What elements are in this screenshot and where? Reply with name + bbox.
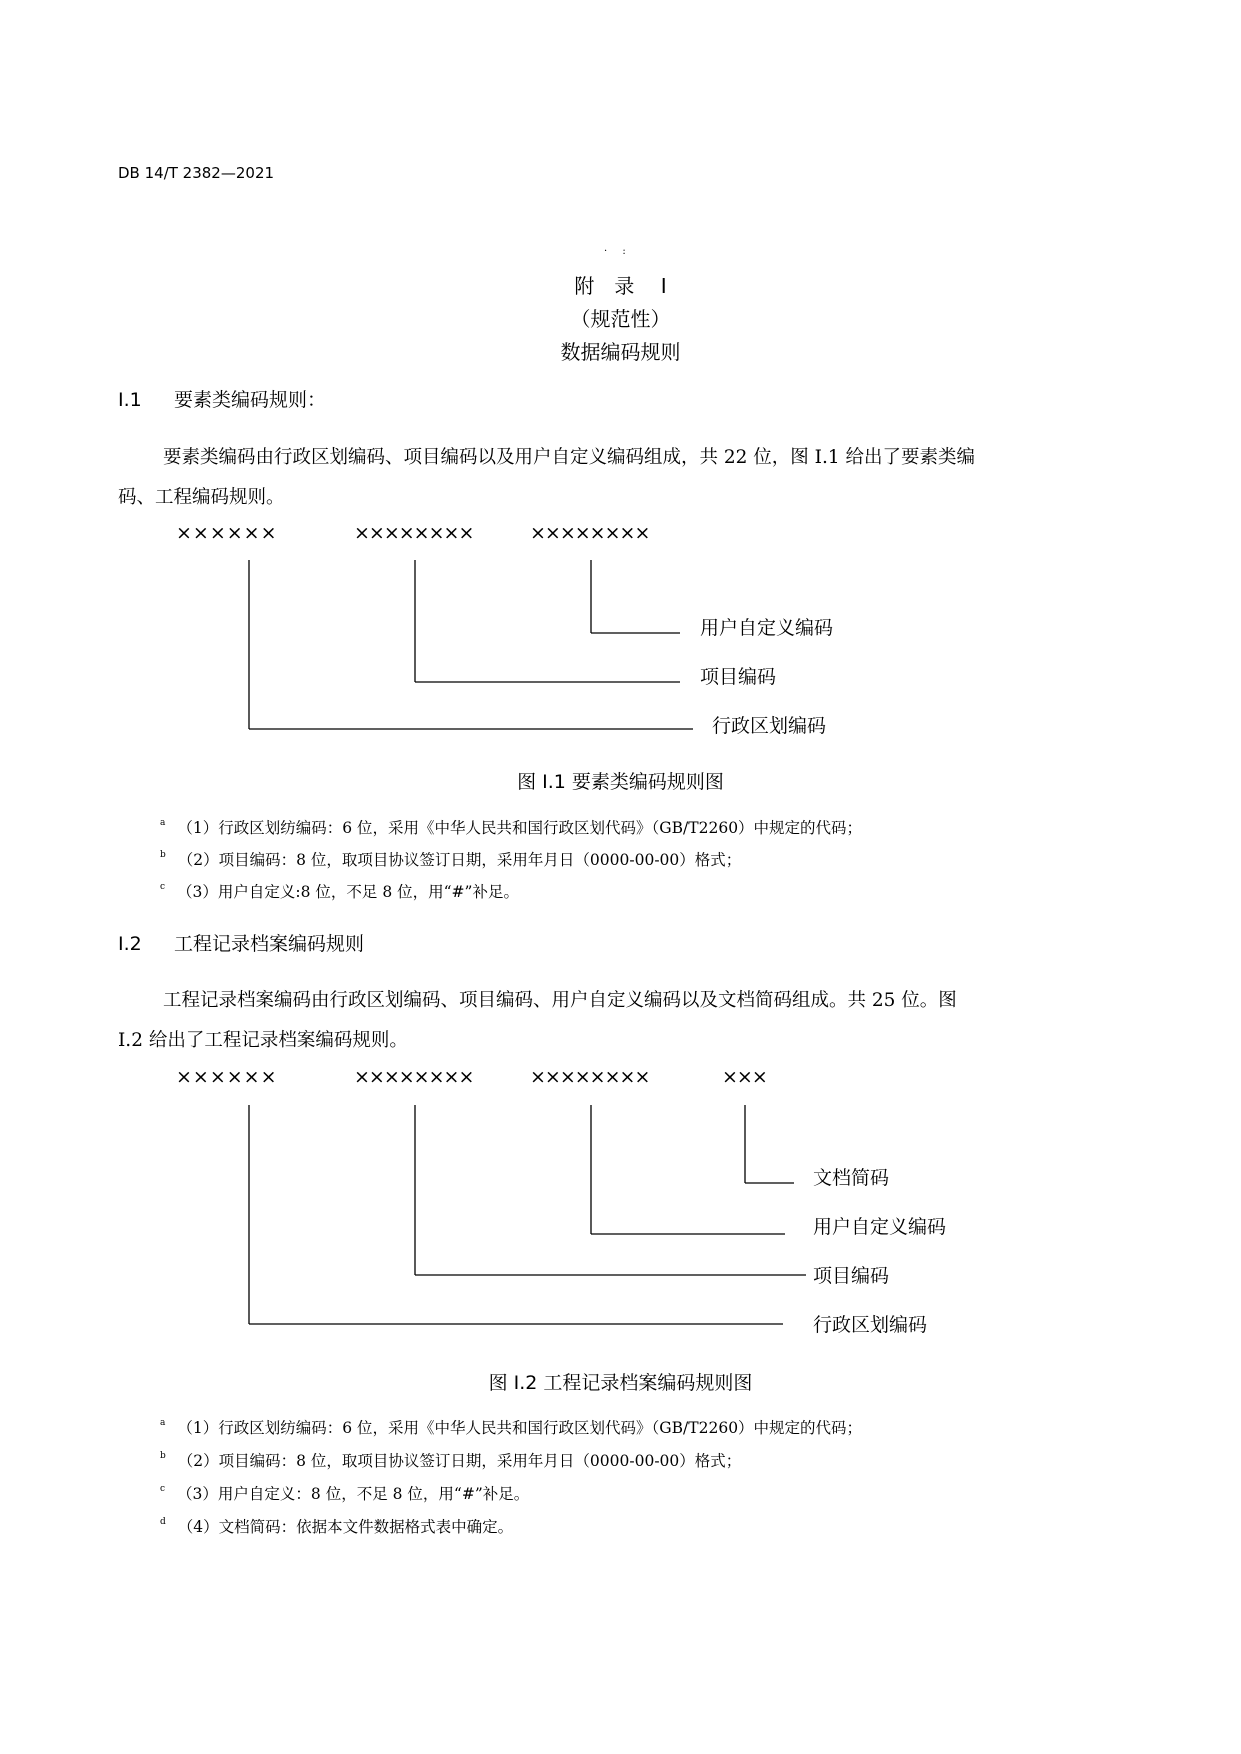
figure-1-note: $^a$ （1）行政区划纺编码：6 位，采用《中华人民共和国行政区划代码》（GB/T2260）中规定的代码； bbox=[160, 817, 863, 837]
figure-1-caption: 图 I.1 要素类编码规则图 bbox=[517, 771, 724, 793]
diagram-2-code-admin: ×××××× bbox=[176, 1066, 278, 1088]
diagram-2-label-admin: 行政区划编码 bbox=[813, 1314, 928, 1336]
section-2-number: I.2 bbox=[118, 933, 142, 955]
diagram-1-label-user: 用户自定义编码 bbox=[700, 617, 834, 639]
diagram-1-label-admin: 行政区划编码 bbox=[712, 715, 827, 737]
section-2-paragraph-line-1: 工程记录档案编码由行政区划编码、项目编码、用户自定义编码以及文档简码组成。共 25 位。图 bbox=[163, 990, 957, 1011]
diagram-2-label-user: 用户自定义编码 bbox=[813, 1216, 947, 1238]
section-2-title: 工程记录档案编码规则 bbox=[174, 933, 365, 955]
figure-2-note: $^c$ （3）用户自定义：8 位，不足 8 位，用“#”补足。 bbox=[160, 1483, 530, 1503]
figure-1-note: $^b$ （2）项目编码：8 位，取项目协议签订日期，采用年月日（0000-00-00）格式； bbox=[160, 849, 742, 869]
diagram-2-code-doc: ××× bbox=[722, 1066, 767, 1088]
diagram-1-code-user: ×××××××× bbox=[530, 522, 650, 544]
appendix-normative: （规范性） bbox=[570, 307, 671, 331]
diagram-1-code-project: ×××××××× bbox=[354, 522, 474, 544]
section-1-paragraph-line-1: 要素类编码由行政区划编码、项目编码以及用户自定义编码组成，共 22 位，图 I.1 给出了要素类编 bbox=[163, 447, 976, 468]
section-1-number: I.1 bbox=[118, 389, 142, 411]
diagram-2-code-project: ×××××××× bbox=[354, 1066, 474, 1088]
figure-1-note: $^c$ （3）用户自定义:8 位，不足 8 位，用“#”补足。 bbox=[160, 881, 519, 901]
diagram-2-code-user: ×××××××× bbox=[530, 1066, 650, 1088]
section-2-paragraph-line-2: I.2 给出了工程记录档案编码规则。 bbox=[118, 1030, 408, 1051]
diagram-1-label-project: 项目编码 bbox=[700, 666, 777, 688]
figure-2-note: $^a$ （1）行政区划纺编码：6 位，采用《中华人民共和国行政区划代码》（GB/T2260）中规定的代码； bbox=[160, 1417, 863, 1437]
figure-2-note: $^d$ （4）文档简码：依据本文件数据格式表中确定。 bbox=[160, 1516, 514, 1536]
decorative-dots: · : bbox=[604, 246, 632, 257]
figure-2-caption: 图 I.2 工程记录档案编码规则图 bbox=[488, 1372, 753, 1394]
figure-2-note: $^b$ （2）项目编码：8 位，取项目协议签订日期，采用年月日（0000-00-00）格式； bbox=[160, 1450, 742, 1470]
section-1-title: 要素类编码规则： bbox=[174, 389, 327, 411]
section-1-paragraph-line-2: 码、工程编码规则。 bbox=[118, 487, 285, 508]
diagram-1-code-admin: ×××××× bbox=[176, 522, 278, 544]
appendix-name: 数据编码规则 bbox=[560, 340, 681, 364]
document-code: DB 14/T 2382—2021 bbox=[118, 164, 275, 182]
diagram-2-label-project: 项目编码 bbox=[813, 1265, 890, 1287]
appendix-title: 附 录 I bbox=[574, 274, 667, 298]
diagram-2-label-doc: 文档简码 bbox=[813, 1167, 890, 1189]
